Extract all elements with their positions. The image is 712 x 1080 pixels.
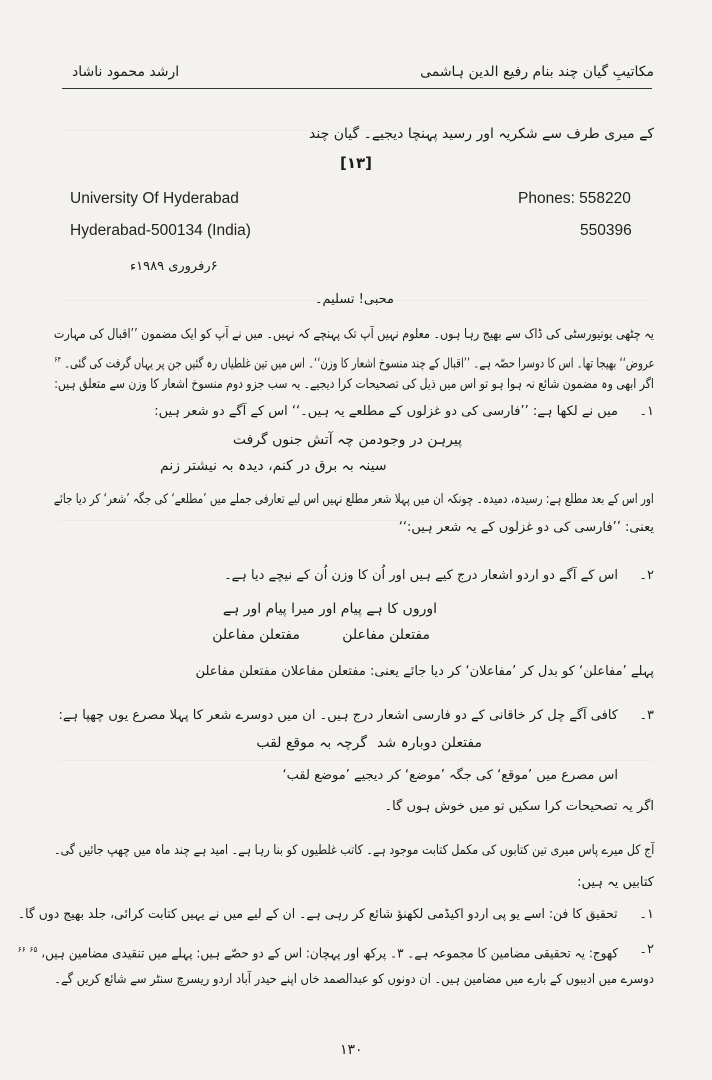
body-line: کافی آگے چل کر خاقانی کے دو فارسی اشعار درج ہیں۔ ان میں دوسرے شعر کا پہلا مصرع یوں چھپا ہے: (58, 708, 618, 723)
verse-line: اوروں کا ہے پیام اور میرا پیام اور ہے (222, 601, 437, 617)
item-number: ۲۔ (639, 942, 654, 957)
footnote-ref: ۶۴ (53, 355, 61, 364)
salutation: محبی! تسلیم۔ (314, 292, 394, 307)
verse-meter: مفتعلن مفاعلن (212, 627, 300, 643)
body-line: اس کے آگے دو اردو اشعار درج کیے ہیں اور اُن کا وزن اُن کے نیچے دیا ہے۔ (224, 568, 618, 583)
body-line: کتابیں یہ ہیں: (577, 875, 654, 890)
running-header-title: مکاتیبِ گیان چند بنام رفیع الدین ہاشمی (420, 64, 654, 80)
body-line: کھوج: یہ تحقیقی مضامین کا مجموعہ ہے۔ ۳۔ پرکھ اور پہچان: اس کے دو حصّے ہیں: پہلے میں تنقیدی مضامین ہیں، $^{۶۵}$ $^{۶۶}$ (17, 945, 618, 962)
body-line: تحقیق کا فن: اسے یو پی اردو اکیڈمی لکھنؤ شائع کر رہی ہے۔ ان کے لیے میں نے یہیں کتابت کرائی، جلد بھیج دوں گا۔ (18, 907, 618, 922)
letterhead-address: Hyderabad-500134 (India) (70, 222, 251, 239)
body-line: یعنی: ’’فارسی کی دو غزلوں کے یہ شعر ہیں:‘‘ (398, 520, 654, 535)
body-line: اور اس کے بعد مطلع ہے: رسیدہ، دمیدہ۔ چونکہ ان میں پہلا شعر مطلع نہیں اس لیے تعارفی جملے میں ’مطلعے‘ کی جگہ ’شعر‘ کر دیا جائے (54, 492, 654, 507)
body-line: دوسرے میں ادیبوں کے بارے میں مضامین ہیں۔ ان دونوں کو عبدالصمد خاں اپنے حیدر آباد اردو ریسرچ سنٹر سے شائع کریں گے۔ (54, 972, 654, 987)
body-line: اگر یہ تصحیحات کرا سکیں تو میں خوش ہوں گا۔ (384, 799, 654, 814)
item-number: ۳۔ (639, 708, 654, 723)
letterhead-phone2: 550396 (580, 222, 632, 239)
verse-line: سینہ بہ برق در کنم، دیدہ بہ نیشتر زنم (160, 458, 387, 474)
item-number: ۱۔ (639, 404, 654, 419)
letter-number: [۱۳] (340, 154, 373, 172)
body-line: پہلے ’مفاعلن‘ کو بدل کر ’مفاعلان‘ کر دیا جائے یعنی: مفتعلن مفاعلان مفتعلن مفاعلن (195, 664, 654, 679)
body-line: یہ چٹھی یونیورسٹی کی ڈاک سے بھیج رہا ہوں۔ معلوم نہیں آپ تک پہنچے کہ نہیں۔ میں نے آپ کو ایک مضمون ’’اقبال کی مہارت (54, 327, 654, 342)
header-rule (62, 88, 652, 89)
verse-line: گرچہ بہ موقع لقب (256, 735, 367, 751)
letterhead-university: University Of Hyderabad (70, 190, 239, 207)
carry-over-line: کے میری طرف سے شکریہ اور رسید پہنچا دیجیے۔ گیان چند (309, 126, 654, 142)
letterhead-phones: Phones: 558220 (518, 190, 631, 207)
verse-line: پیرہن در وجودمن چہ آتش جنوں گرفت (232, 432, 462, 448)
letter-date: ۶رفروری ۱۹۸۹ء (130, 259, 218, 274)
footnote-ref: ۶۵ (29, 945, 38, 954)
verse-meter: مفتعلن دوبارہ شد (377, 735, 482, 751)
page-number: ۱۳۰ (340, 1042, 363, 1058)
body-line: اگر ابھی وہ مضمون شائع نہ ہوا ہو تو اس میں ذیل کی تصحیحات کرا دیجیے۔ یہ سب جزو دوم منسوخ اشعار کا وزن سے متعلق ہیں: (54, 377, 654, 392)
running-header-author: ارشد محمود ناشاد (72, 64, 180, 80)
body-line: عروض‘‘ بھیجا تھا۔ اس کا دوسرا حصّہ ہے۔ ’’اقبال کے چند منسوخ اشعار کا وزن‘‘۔ اس میں تین غلطیاں رہ گئیں جن پر یہاں گرفت کی گئی۔ $^{۶۴}$ (53, 355, 654, 372)
item-number: ۲۔ (639, 568, 654, 583)
body-line: اس مصرع میں ’موقع‘ کی جگہ ’موضع‘ کر دیجیے ’موضع لقب‘ (282, 768, 618, 783)
footnote-ref: ۶۶ (17, 945, 26, 954)
body-line: آج کل میرے پاس میری تین کتابوں کی مکمل کتابت موجود ہے۔ کاتب غلطیوں کو بنا رہا ہے۔ امید ہے چند ماہ میں چھپ جائیں گی۔ (53, 843, 654, 858)
item-number: ۱۔ (639, 907, 654, 922)
verse-meter: مفتعلن مفاعلن (342, 627, 430, 643)
body-line: میں نے لکھا ہے: ’’فارسی کی دو غزلوں کے مطلعے یہ ہیں۔‘‘ اس کے آگے دو شعر ہیں: (154, 404, 618, 419)
